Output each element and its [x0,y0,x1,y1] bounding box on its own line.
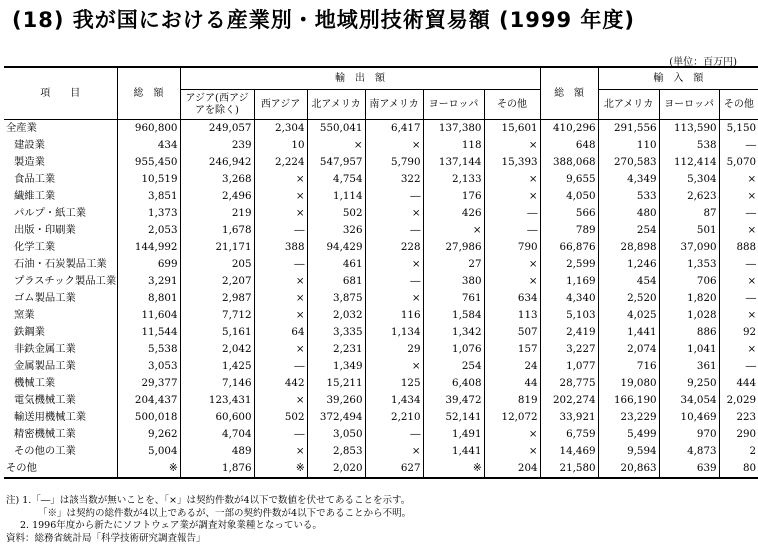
row-label: 石油・石炭製品工業 [14,258,107,270]
table-row [4,273,758,290]
cell-value: 113,590 [659,120,719,138]
cell-value: 219 [180,205,254,222]
cell-value: 137,380 [423,120,484,138]
cell-value: × [365,256,423,273]
cell-value: ― [365,426,423,443]
table-row [4,188,758,205]
cell-value: 123,431 [180,392,254,409]
cell-value: 1,441 [423,443,484,460]
cell-value: 44 [484,375,540,392]
header-export-total: 総 額 [117,67,180,120]
cell-value: × [484,443,540,460]
cell-value: 2,304 [254,120,307,138]
cell-value: 113 [484,307,540,324]
cell-value: 125 [365,375,423,392]
cell-value: 706 [659,273,719,290]
cell-value: 1,434 [365,392,423,409]
cell-value: 2,419 [540,324,598,341]
cell-value: × [254,188,307,205]
cell-value: × [719,171,758,188]
cell-value: ― [365,188,423,205]
cell-value: 2,133 [423,171,484,188]
header-north-america: 北アメリカ [307,90,365,120]
cell-value: 955,450 [117,154,180,171]
cell-value: 4,050 [540,188,598,205]
cell-value: 2,231 [307,341,365,358]
table-row [4,358,758,375]
cell-value: 2,987 [180,290,254,307]
cell-value: 502 [254,409,307,426]
cell-value: 239 [180,137,254,154]
cell-value: 2,853 [307,443,365,460]
cell-value: 10,519 [117,171,180,188]
cell-value: 11,604 [117,307,180,324]
cell-value: 1,041 [659,341,719,358]
cell-value: × [254,443,307,460]
cell-value: × [365,358,423,375]
cell-value: 3,291 [117,273,180,290]
row-label: プラスチック製品工業 [14,275,117,287]
cell-value: 388,068 [540,154,598,171]
cell-value: 480 [598,205,659,222]
cell-value: 33,921 [540,409,598,426]
cell-value: 326 [307,222,365,239]
row-label: 金属製品工業 [14,360,76,372]
cell-value: × [365,443,423,460]
cell-value: 888 [719,239,758,256]
cell-value: 5,150 [719,120,758,138]
header-item: 項 目 [40,88,81,99]
cell-value: 28,898 [598,239,659,256]
cell-value: 1,169 [540,273,598,290]
cell-value: 15,393 [484,154,540,171]
cell-value: 538 [659,137,719,154]
cell-value: 204,437 [117,392,180,409]
cell-value: 1,246 [598,256,659,273]
cell-value: 176 [423,188,484,205]
cell-value: 20,863 [598,460,659,478]
table-row [4,137,758,154]
cell-value: 5,790 [365,154,423,171]
cell-value: 137,144 [423,154,484,171]
row-label: その他 [6,462,37,474]
cell-value: 39,472 [423,392,484,409]
table-row [4,120,758,138]
cell-value: 2,032 [307,307,365,324]
cell-value: 5,103 [540,307,598,324]
cell-value: 1,876 [180,460,254,478]
table-row [4,205,758,222]
cell-value: 4,704 [180,426,254,443]
cell-value: 21,580 [540,460,598,478]
cell-value: 144,992 [117,239,180,256]
cell-value: 634 [484,290,540,307]
cell-value: 550,041 [307,120,365,138]
cell-value: 6,417 [365,120,423,138]
cell-value: 434 [117,137,180,154]
row-label: 鉄鋼業 [14,326,45,338]
cell-value: ― [254,358,307,375]
footnote: 「※」は契約の総件数が4以上であるが、一部の契約件数が4以下であることから不明。 [38,507,412,519]
cell-value: 372,494 [307,409,365,426]
cell-value: 4,340 [540,290,598,307]
cell-value: 2,042 [180,341,254,358]
cell-value: 116 [365,307,423,324]
table-row [4,307,758,324]
cell-value: × [719,307,758,324]
row-label: 化学工業 [14,241,56,253]
footnote: 2. 1996年度から新たにソフトウェア業が調査対象業種となっている。 [20,520,322,531]
table-row [4,239,758,256]
page-title: (18) 我が国における産業別・地域別技術貿易額 (1999 年度) [12,8,635,32]
header-imports: 輸 入 額 [598,67,758,90]
cell-value: × [719,341,758,358]
cell-value: 118 [423,137,484,154]
cell-value: 2,623 [659,188,719,205]
cell-value: 80 [719,460,758,478]
cell-value: 2,224 [254,154,307,171]
cell-value: 9,262 [117,426,180,443]
cell-value: 9,594 [598,443,659,460]
cell-value: 790 [484,239,540,256]
cell-value: 789 [540,222,598,239]
cell-value: 29,377 [117,375,180,392]
cell-value: 1,678 [180,222,254,239]
cell-value: 23,229 [598,409,659,426]
cell-value: 94,429 [307,239,365,256]
header-import-north-america: 北アメリカ [598,90,659,120]
table-row [4,426,758,443]
cell-value: 716 [598,358,659,375]
cell-value: 8,801 [117,290,180,307]
cell-value: × [254,307,307,324]
cell-value: 566 [540,205,598,222]
cell-value: × [484,171,540,188]
cell-value: 1,820 [659,290,719,307]
cell-value: × [365,290,423,307]
cell-value: × [719,273,758,290]
cell-value: 5,161 [180,324,254,341]
cell-value: 1,425 [180,358,254,375]
header-west-asia: 西アジア [254,90,307,120]
row-label: その他の工業 [14,445,76,457]
cell-value: 761 [423,290,484,307]
cell-value: 10,469 [659,409,719,426]
header-europe: ヨーロッパ [423,90,484,120]
cell-value: 270,583 [598,154,659,171]
footnote-source: 資料：総務省統計局「科学技術研究調査報告」 [6,532,206,544]
cell-value: 12,072 [484,409,540,426]
cell-value: 3,050 [307,426,365,443]
row-label: パルプ・紙工業 [14,207,87,219]
cell-value: 7,146 [180,375,254,392]
cell-value: 2,053 [117,222,180,239]
cell-value: 489 [180,443,254,460]
cell-value: ※ [254,460,307,478]
cell-value: 3,227 [540,341,598,358]
cell-value: ― [365,222,423,239]
cell-value: × [254,392,307,409]
cell-value: 500,018 [117,409,180,426]
cell-value: 442 [254,375,307,392]
cell-value: 2,496 [180,188,254,205]
header-import-total: 総 額 [540,67,598,120]
cell-value: × [484,256,540,273]
cell-value: 27,986 [423,239,484,256]
cell-value: 380 [423,273,484,290]
cell-value: 254 [598,222,659,239]
cell-value: 15,601 [484,120,540,138]
footnotes [6,495,411,545]
row-label: 窯業 [14,309,35,321]
cell-value: 249,057 [180,120,254,138]
cell-value: 4,754 [307,171,365,188]
cell-value: 24 [484,358,540,375]
table-row [4,341,758,358]
cell-value: 6,759 [540,426,598,443]
table-row [4,324,758,341]
table-row [4,409,758,426]
table-row [4,171,758,188]
cell-value: 361 [659,358,719,375]
cell-value: 5,004 [117,443,180,460]
cell-value: ― [719,256,758,273]
cell-value: 3,875 [307,290,365,307]
cell-value: × [365,205,423,222]
cell-value: 3,053 [117,358,180,375]
header-asia: アジア(西アジアを除く) [180,90,254,120]
cell-value: 39,260 [307,392,365,409]
table-header [4,67,758,120]
footnote: 注) 1.「―」は該当数が無いことを、「×」は契約件数が4以下で数値を伏せてあることを示す。 [6,495,411,506]
table-row [4,154,758,171]
header-south-america: 南アメリカ [365,90,423,120]
cell-value: 223 [719,409,758,426]
cell-value: × [254,341,307,358]
cell-value: 3,268 [180,171,254,188]
cell-value: 3,335 [307,324,365,341]
cell-value: 454 [598,273,659,290]
cell-value: 502 [307,205,365,222]
table-row [4,460,758,478]
header-import-other: その他 [719,90,758,120]
cell-value: 507 [484,324,540,341]
cell-value: 1,441 [598,324,659,341]
cell-value: × [307,137,365,154]
cell-value: 1,028 [659,307,719,324]
table-row [4,375,758,392]
table-row [4,222,758,239]
header-exports: 輸 出 額 [180,67,540,90]
cell-value: ※ [117,460,180,478]
cell-value: 547,957 [307,154,365,171]
cell-value: 1,134 [365,324,423,341]
cell-value: 291,556 [598,120,659,138]
cell-value: ― [719,358,758,375]
cell-value: 2,520 [598,290,659,307]
cell-value: 21,171 [180,239,254,256]
cell-value: 886 [659,324,719,341]
cell-value: 34,054 [659,392,719,409]
cell-value: × [254,205,307,222]
cell-value: 388 [254,239,307,256]
cell-value: 10 [254,137,307,154]
cell-value: × [719,188,758,205]
cell-value: 29 [365,341,423,358]
cell-value: 4,025 [598,307,659,324]
cell-value: 7,712 [180,307,254,324]
cell-value: 228 [365,239,423,256]
table-body [4,120,758,479]
cell-value: 27 [423,256,484,273]
cell-value: 37,090 [659,239,719,256]
cell-value: 87 [659,205,719,222]
cell-value: 64 [254,324,307,341]
cell-value: 322 [365,171,423,188]
unit-label: (単位：百万円) [669,57,737,68]
cell-value: 204 [484,460,540,478]
cell-value: 960,800 [117,120,180,138]
cell-value: 254 [423,358,484,375]
cell-value: ― [254,222,307,239]
cell-value: × [484,273,540,290]
cell-value: ― [365,273,423,290]
header-other: その他 [484,90,540,120]
row-label: ゴム製品工業 [14,292,76,304]
row-label: 食品工業 [14,173,56,185]
cell-value: 2,029 [719,392,758,409]
row-label: 輸送用機械工業 [14,411,87,423]
cell-value: 2,210 [365,409,423,426]
cell-value: 246,942 [180,154,254,171]
cell-value: 1,342 [423,324,484,341]
cell-value: 444 [719,375,758,392]
row-label: 出版・印刷業 [14,224,76,236]
cell-value: × [254,290,307,307]
cell-value: 5,499 [598,426,659,443]
cell-value: 533 [598,188,659,205]
cell-value: × [484,188,540,205]
cell-value: 2,599 [540,256,598,273]
cell-value: 2,074 [598,341,659,358]
cell-value: 28,775 [540,375,598,392]
cell-value: 1,076 [423,341,484,358]
cell-value: × [254,171,307,188]
table-row [4,290,758,307]
cell-value: 627 [365,460,423,478]
row-label: 繊維工業 [14,190,56,202]
row-label: 電気機械工業 [14,394,76,406]
cell-value: 2 [719,443,758,460]
cell-value: 5,070 [719,154,758,171]
table-row [4,392,758,409]
cell-value: 92 [719,324,758,341]
cell-value: × [365,137,423,154]
cell-value: 202,274 [540,392,598,409]
cell-value: 501 [659,222,719,239]
cell-value: 2,020 [307,460,365,478]
cell-value: ― [719,290,758,307]
cell-value: 157 [484,341,540,358]
cell-value: 1,491 [423,426,484,443]
cell-value: 1,353 [659,256,719,273]
cell-value: 9,655 [540,171,598,188]
cell-value: 461 [307,256,365,273]
cell-value: 1,349 [307,358,365,375]
cell-value: 426 [423,205,484,222]
cell-value: 5,538 [117,341,180,358]
row-label: 建設業 [14,139,45,151]
cell-value: 1,373 [117,205,180,222]
cell-value: 11,544 [117,324,180,341]
cell-value: 819 [484,392,540,409]
cell-value: 110 [598,137,659,154]
row-label: 非鉄金属工業 [14,343,76,355]
cell-value: 648 [540,137,598,154]
trade-table [4,66,758,479]
cell-value: 6,408 [423,375,484,392]
cell-value: 290 [719,426,758,443]
cell-value: 60,600 [180,409,254,426]
cell-value: ― [719,205,758,222]
cell-value: 681 [307,273,365,290]
row-label: 精密機械工業 [14,428,76,440]
header-import-europe: ヨーロッパ [659,90,719,120]
row-label: 製造業 [14,156,45,168]
cell-value: 112,414 [659,154,719,171]
cell-value: 2,207 [180,273,254,290]
cell-value: × [484,137,540,154]
row-label: 全産業 [6,122,37,134]
cell-value: 205 [180,256,254,273]
cell-value: 1,114 [307,188,365,205]
cell-value: × [484,426,540,443]
cell-value: 410,296 [540,120,598,138]
cell-value: ― [254,426,307,443]
cell-value: 5,304 [659,171,719,188]
cell-value: 14,469 [540,443,598,460]
cell-value: × [423,222,484,239]
cell-value: 639 [659,460,719,478]
cell-value: 166,190 [598,392,659,409]
cell-value: 52,141 [423,409,484,426]
cell-value: ― [254,256,307,273]
row-label: 機械工業 [14,377,56,389]
cell-value: ※ [423,460,484,478]
cell-value: 1,584 [423,307,484,324]
cell-value: × [719,222,758,239]
table-row [4,256,758,273]
table-row [4,443,758,460]
cell-value: 1,077 [540,358,598,375]
cell-value: 970 [659,426,719,443]
cell-value: 4,349 [598,171,659,188]
cell-value: ― [719,137,758,154]
cell-value: 15,211 [307,375,365,392]
cell-value: ― [484,222,540,239]
cell-value: 66,876 [540,239,598,256]
cell-value: 4,873 [659,443,719,460]
cell-value: 9,250 [659,375,719,392]
cell-value: 19,080 [598,375,659,392]
cell-value: 3,851 [117,188,180,205]
cell-value: 699 [117,256,180,273]
cell-value: × [254,273,307,290]
cell-value: ― [484,205,540,222]
